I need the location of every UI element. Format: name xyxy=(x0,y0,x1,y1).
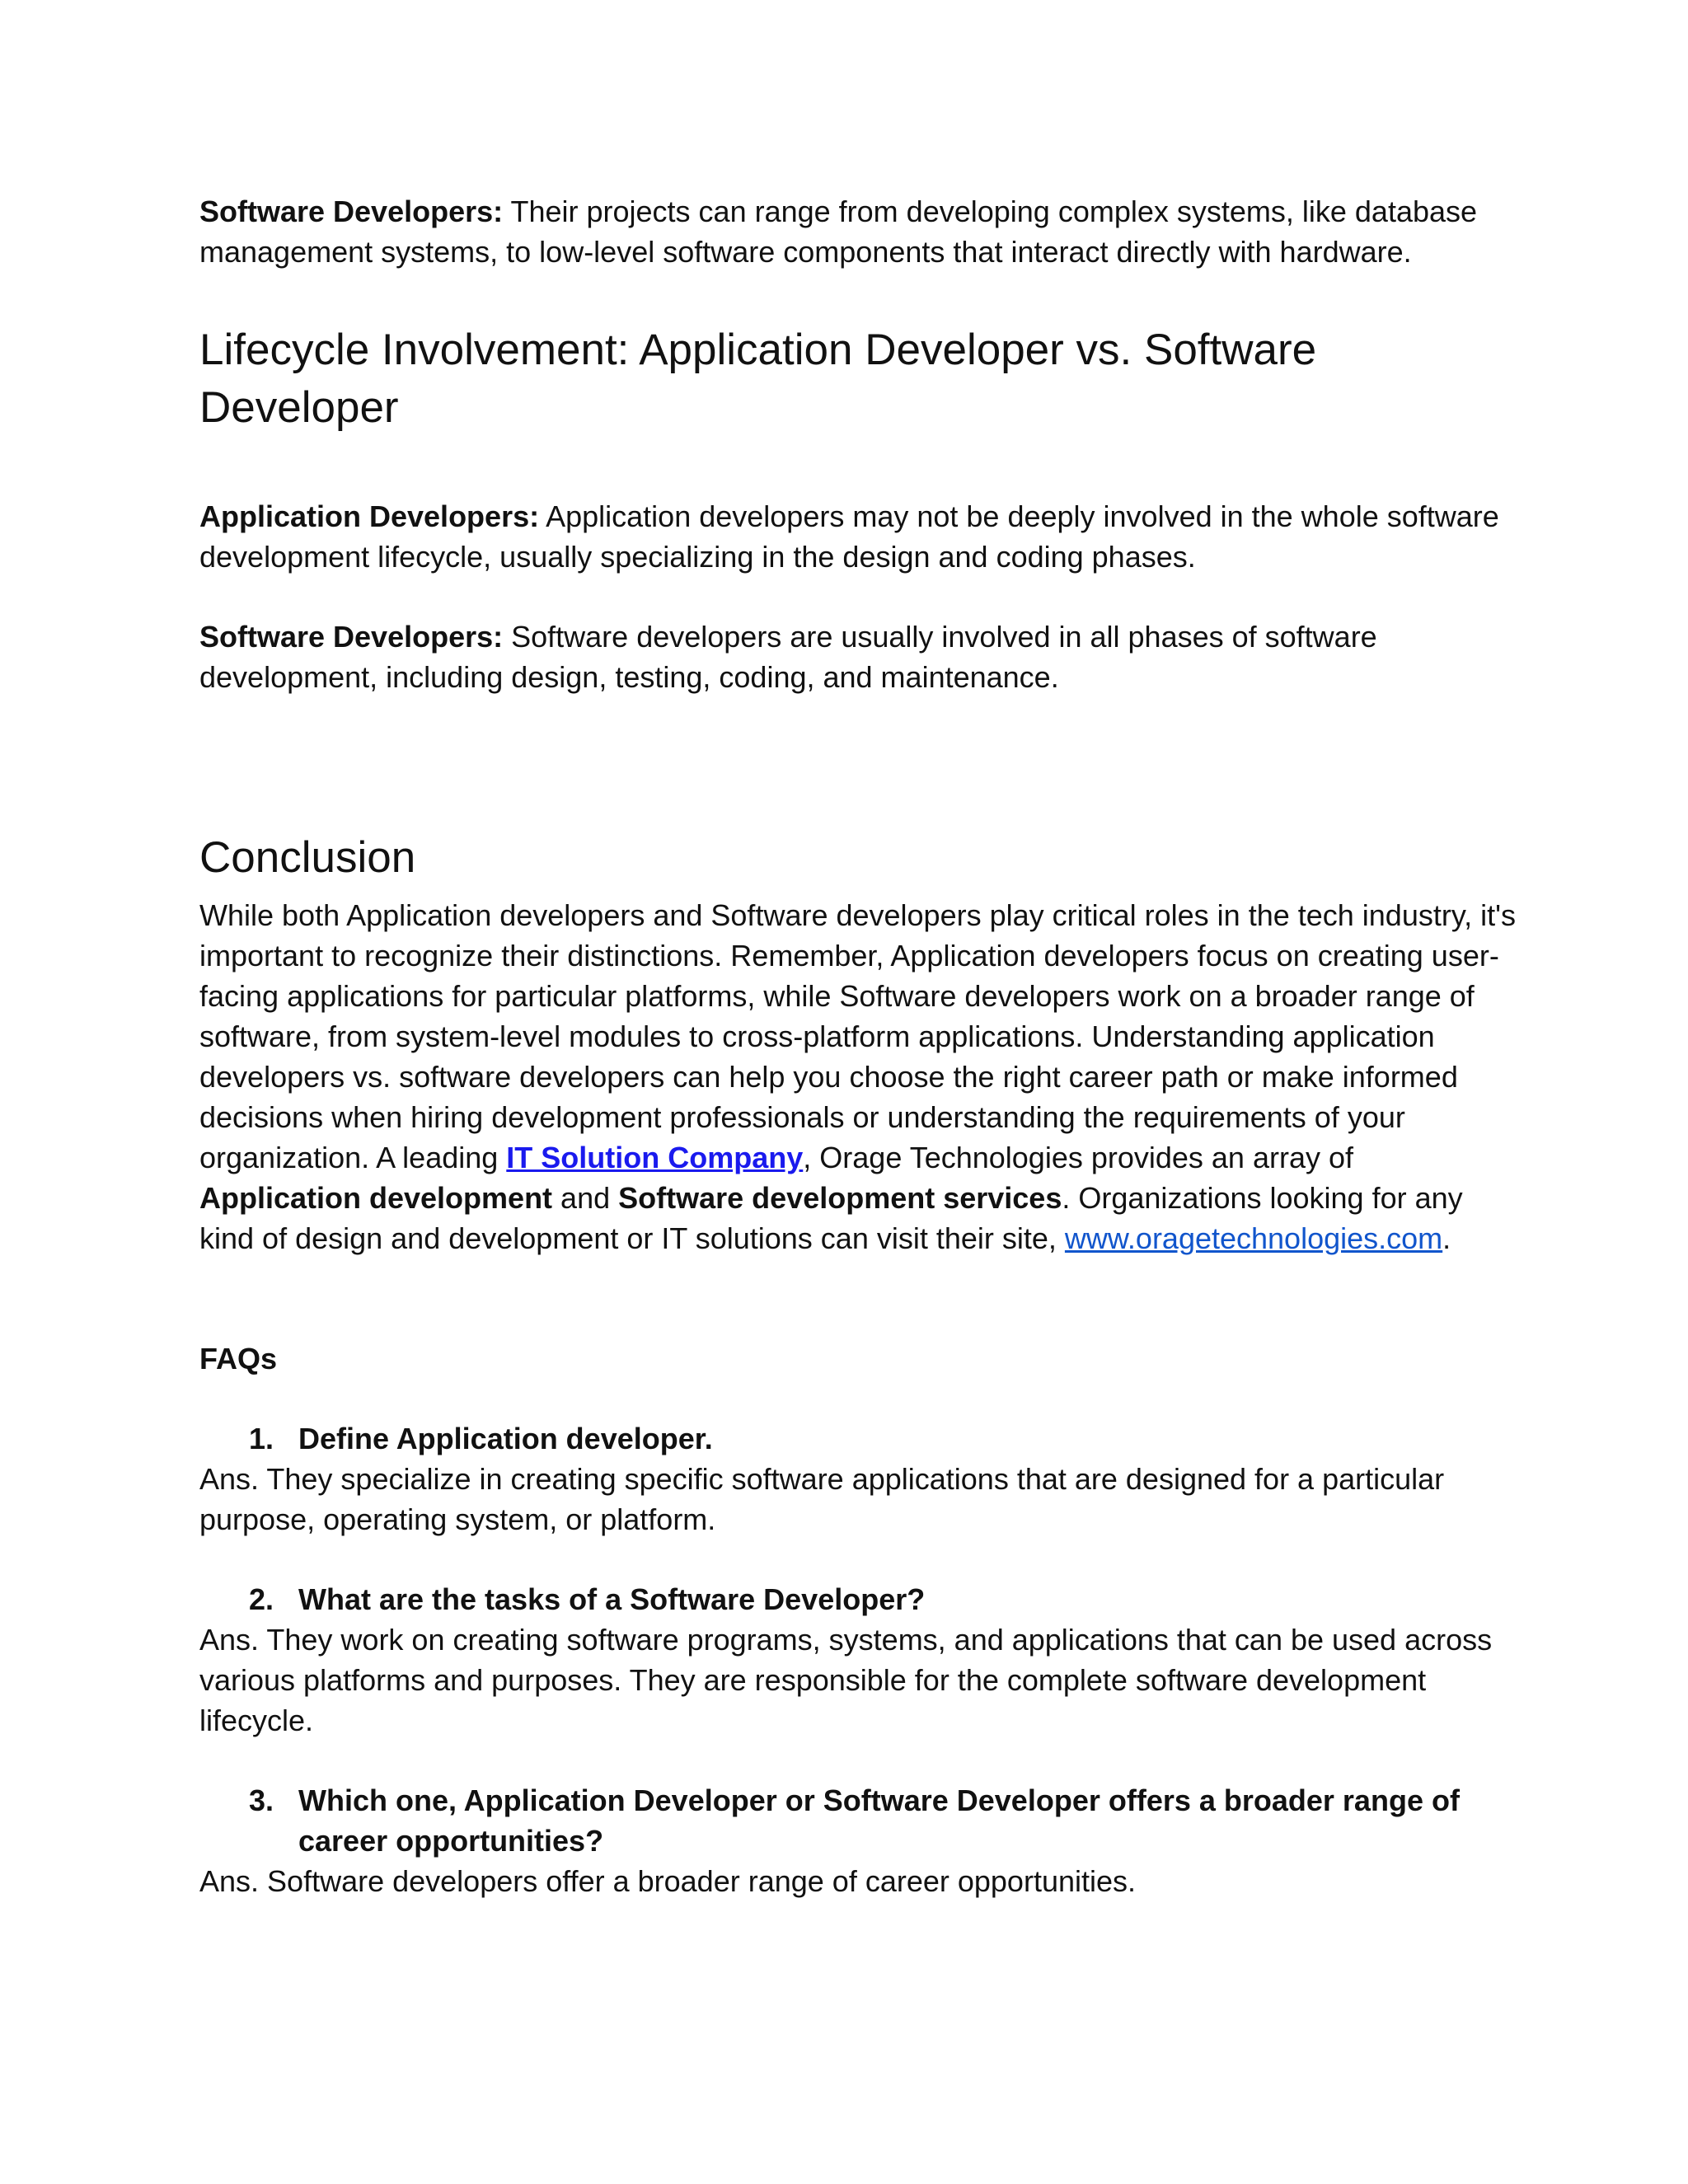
conclusion-paragraph xyxy=(199,895,1518,1258)
website-link[interactable]: www.oragetechnologies.com xyxy=(1064,1221,1443,1255)
intro-sw-text: Their projects can range from developing complex systems, like database management systems, to low-level software components that interact directly with hardware. xyxy=(199,194,1478,269)
conclusion-text-3: and xyxy=(552,1181,619,1215)
faq-answer: Ans. They specialize in creating specific software applications that are designed for a particular purpose, operating system, or platform. xyxy=(199,1462,1445,1536)
lifecycle-sw-paragraph xyxy=(199,616,1518,697)
faq-number: 1. xyxy=(249,1422,274,1455)
faq-item xyxy=(199,1780,1518,1901)
lifecycle-app-label: Application Developers: xyxy=(199,499,540,533)
lifecycle-sw-text: Software developers are usually involved in all phases of software development, including design, testing, coding, and maintenance. xyxy=(199,620,1377,694)
conclusion-text-4: . Organizations looking for any kind of design and development or IT solutions can visit their site, xyxy=(199,1181,1463,1255)
faq-question xyxy=(199,1780,1518,1861)
faq-answer: Ans. Software developers offer a broader range of career opportunities. xyxy=(199,1864,1137,1898)
conclusion-text-2: , Orage Technologies provides an array of xyxy=(803,1141,1354,1174)
faq-item xyxy=(199,1418,1518,1540)
faq-answer: Ans. They work on creating software programs, systems, and applications that can be used across various platforms and purposes. They are responsible for the complete software development lifecycle. xyxy=(199,1623,1493,1737)
faq-question xyxy=(199,1579,1518,1619)
document-page xyxy=(199,191,1518,1901)
faq-item xyxy=(199,1579,1518,1741)
lifecycle-app-paragraph xyxy=(199,496,1518,577)
faq-number: 3. xyxy=(249,1783,274,1817)
faq-number: 2. xyxy=(249,1582,274,1616)
it-solution-company-link[interactable]: IT Solution Company xyxy=(506,1141,804,1174)
faq-question xyxy=(199,1418,1518,1459)
conclusion-bold-sw: Software development services xyxy=(618,1181,1062,1215)
lifecycle-sw-label: Software Developers: xyxy=(199,620,504,654)
conclusion-bold-app: Application development xyxy=(199,1181,553,1215)
conclusion-heading: Conclusion xyxy=(199,833,416,882)
faq-question-text: Define Application developer. xyxy=(298,1422,713,1455)
conclusion-text-5: . xyxy=(1442,1221,1451,1255)
intro-paragraph xyxy=(199,191,1518,272)
faq-question-text: What are the tasks of a Software Developer? xyxy=(298,1582,926,1616)
lifecycle-heading: Lifecycle Involvement: Application Developer vs. Software Developer xyxy=(199,326,1317,432)
faq-question-text: Which one, Application Developer or Software Developer offers a broader range of career opportunities? xyxy=(298,1783,1460,1858)
conclusion-text-1: While both Application developers and Software developers play critical roles in the tech industry, it's important to recognize their distinctions. Remember, Application developers focus on creating user-facing applications for particular platforms, while Software developers work on a broader range of software, from system-level modules to cross-platform applications. Understanding application developers vs. software developers can help you choose the right career path or make informed decisions when hiring development professionals or understanding the requirements of your organization. A leading xyxy=(199,898,1517,1174)
intro-sw-label: Software Developers: xyxy=(199,194,504,228)
lifecycle-app-text: Application developers may not be deeply involved in the whole software development lifecycle, usually specializing in the design and coding phases. xyxy=(199,499,1499,574)
faqs-title: FAQs xyxy=(199,1342,278,1376)
